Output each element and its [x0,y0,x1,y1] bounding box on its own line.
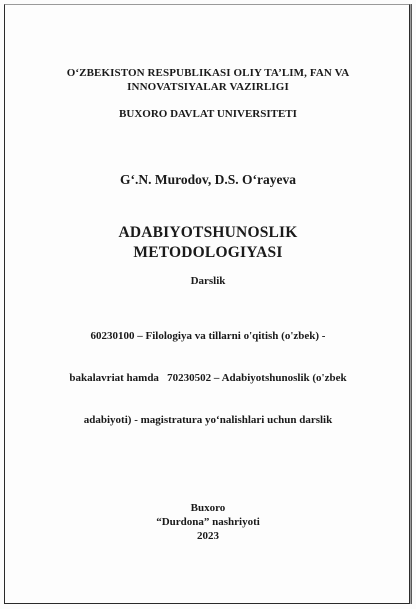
ministry-heading [0,66,416,94]
ministry-line-1: O‘ZBEKISTON RESPUBLIKASI OLIY TA’LIM, FAN VA [66,67,350,79]
authors: G‘.N. Murodov, D.S. O‘rayeva [120,172,296,187]
specialties-line-1: 60230100 – Filologiya va tillarni o'qitish (o'zbek) - [90,330,326,342]
university-name: BUXORO DAVLAT UNIVERSITETI [119,108,297,120]
specialties-description [30,301,386,455]
imprint [0,501,416,543]
imprint-year: 2023 [197,530,219,542]
document-type: Darslik [190,275,226,287]
ministry-line-2: INNOVATSIYALAR VAZIRLIGI [127,81,289,93]
specialties-line-3: adabiyoti) - magistratura yo‘nalishlari uchun darslik [83,414,333,426]
title-line-2: METODOLOGIYASI [133,244,283,261]
title-line-1: ADABIYOTSHUNOSLIK [118,224,298,241]
book-title [0,223,416,263]
imprint-publisher: “Durdona” nashriyoti [156,516,260,528]
specialties-line-2: bakalavriat hamda 70230502 – Adabiyotshunoslik (o'zbek [69,372,347,384]
imprint-city: Buxoro [190,502,226,514]
